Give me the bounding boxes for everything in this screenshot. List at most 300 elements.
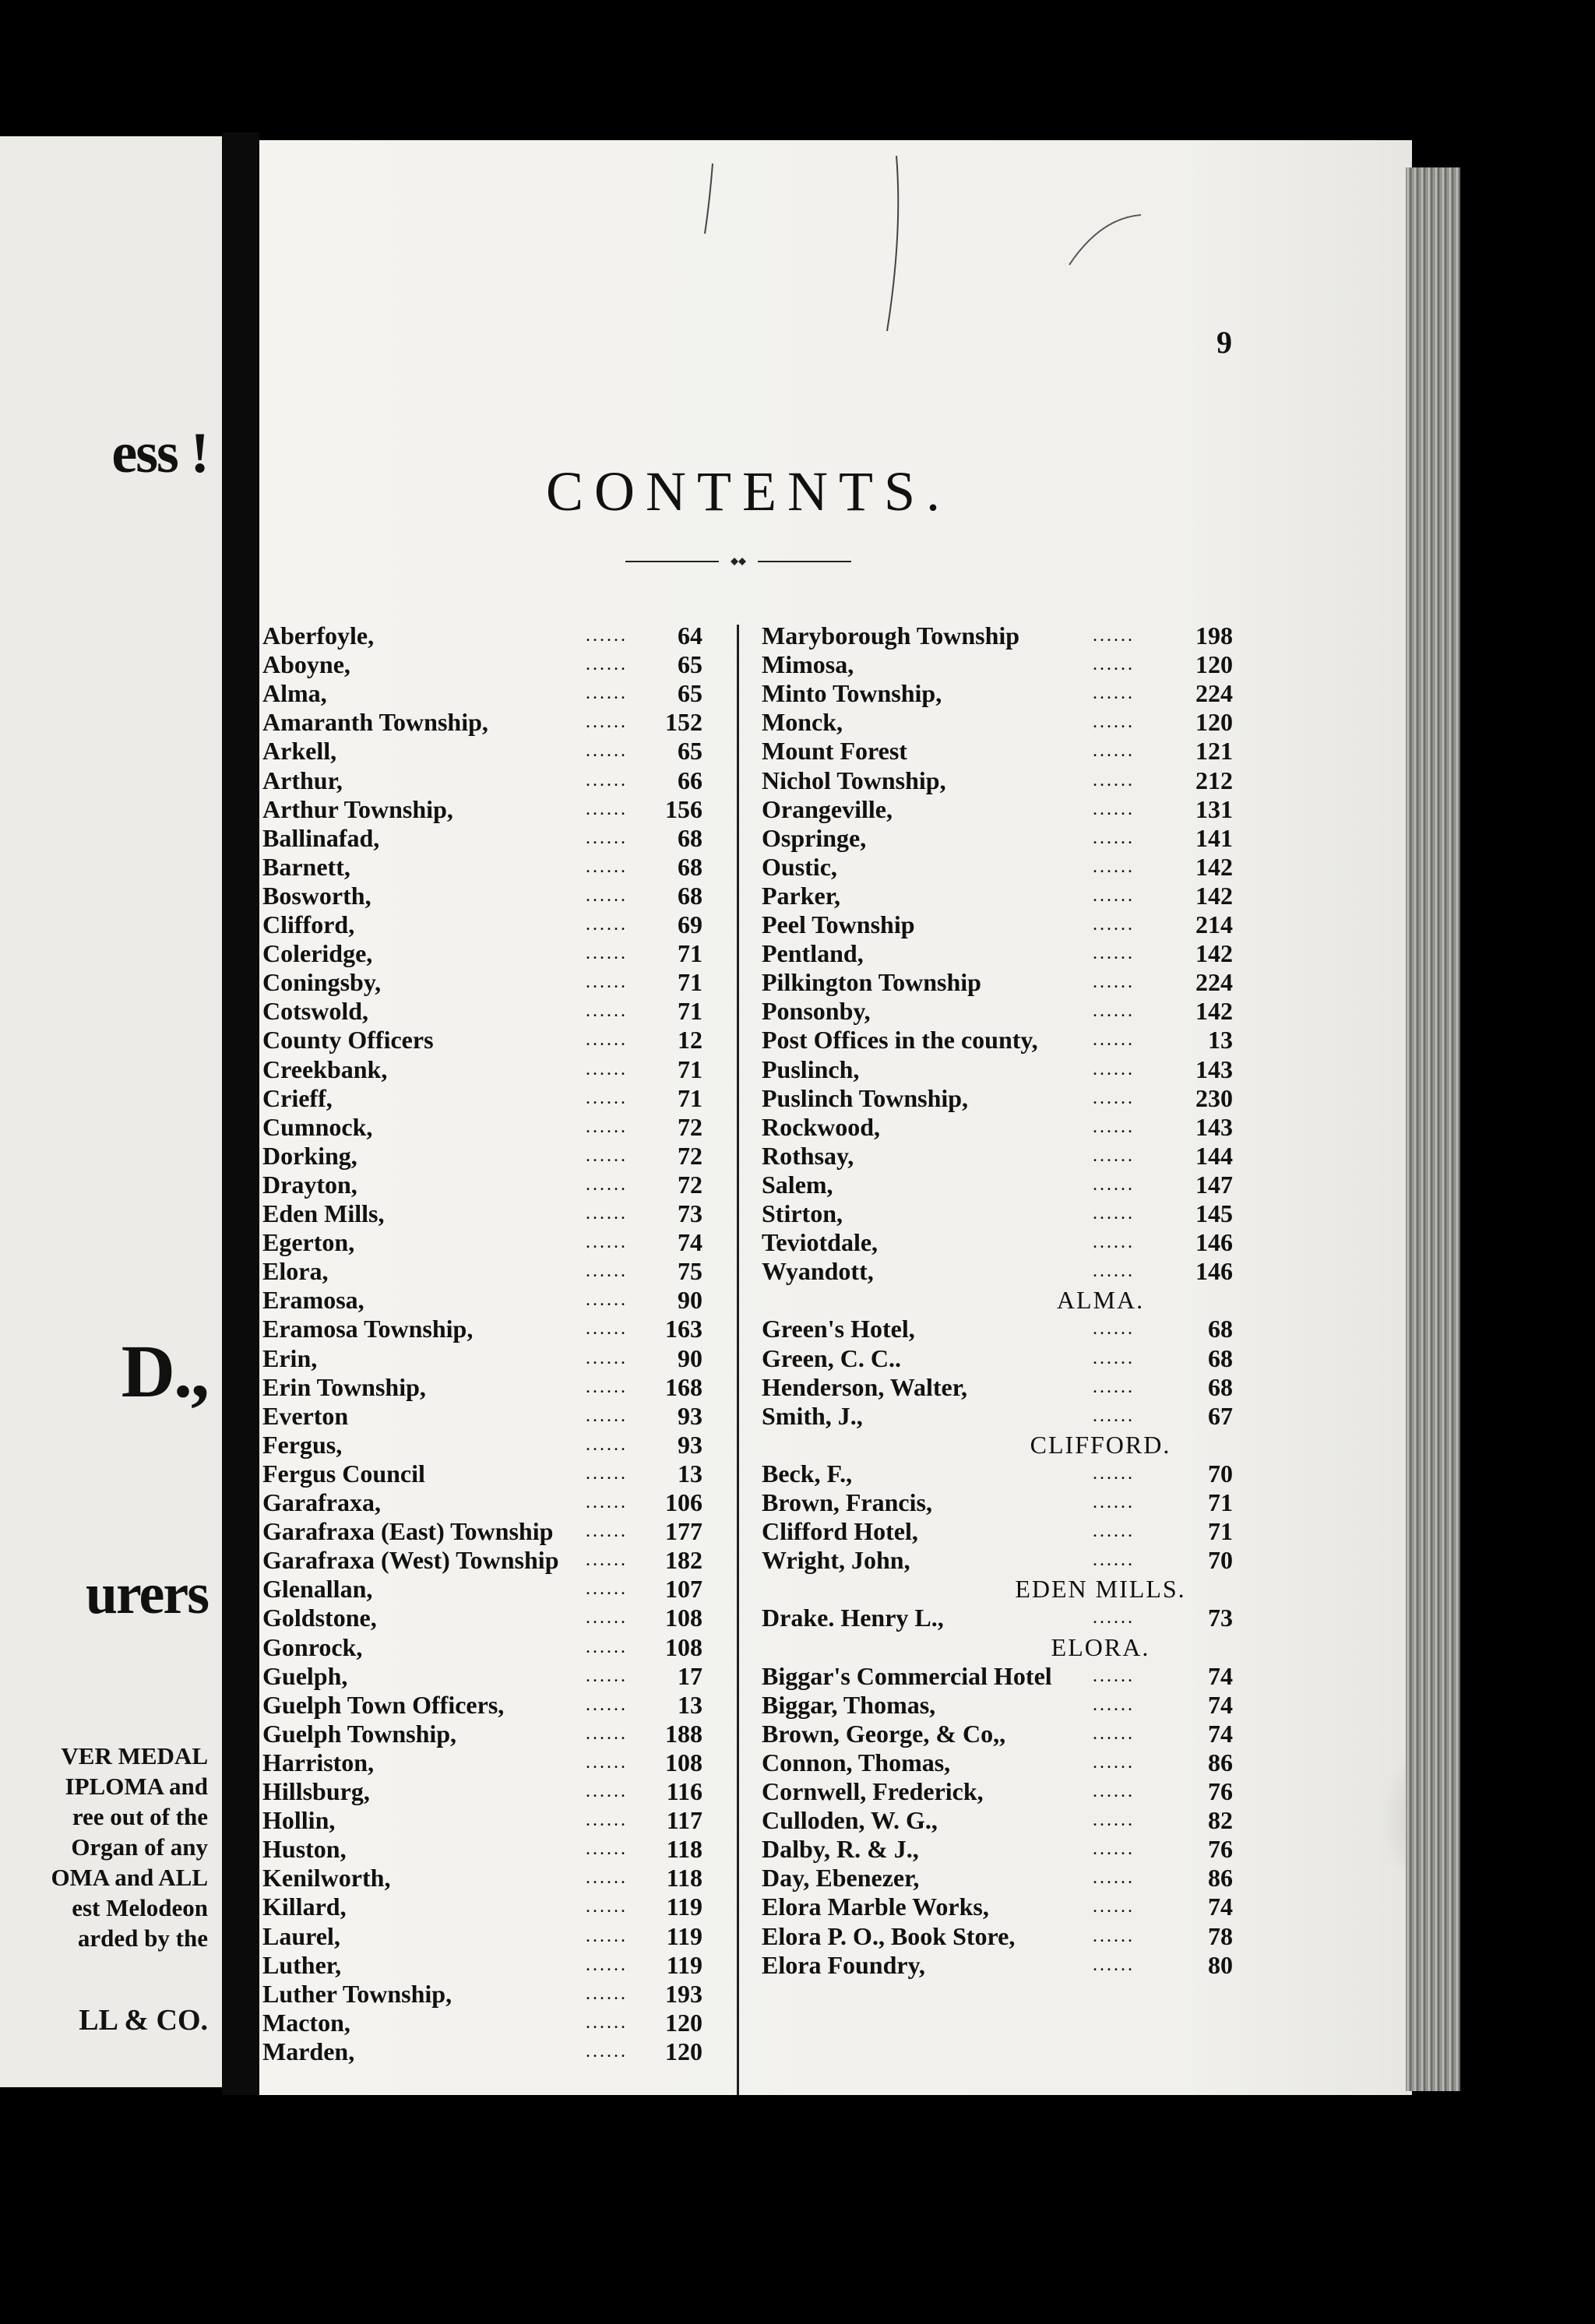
entry-page-number: 193: [665, 1979, 702, 2008]
entry-page-number: 119: [666, 1950, 702, 1979]
leader-dots: ......: [586, 1203, 628, 1224]
entry-page-number: 143: [1195, 1112, 1233, 1141]
entry-page-number: 118: [666, 1835, 702, 1864]
entry-page-number: 71: [1208, 1488, 1233, 1516]
leader-dots: ......: [586, 654, 628, 675]
leader-dots: ......: [1093, 1347, 1135, 1368]
entry-page-number: 65: [678, 737, 702, 766]
entry-name: Alma,: [262, 679, 327, 708]
entry-page-number: 107: [665, 1575, 702, 1604]
entry-page-number: 119: [666, 1893, 702, 1921]
leader-dots: ......: [586, 1347, 628, 1368]
entry-name: Biggar's Commercial Hotel: [762, 1661, 1052, 1690]
entry-page-number: 68: [678, 881, 702, 910]
facing-page-fragment: urers: [85, 1562, 208, 1626]
entry-name: County Officers: [262, 1026, 434, 1055]
section-heading: CLIFFORD.: [1030, 1430, 1171, 1459]
leader-dots: ......: [1093, 1145, 1135, 1166]
entry-name: Brown, Francis,: [762, 1488, 932, 1516]
leader-dots: ......: [586, 1839, 628, 1860]
leader-dots: ......: [586, 1983, 628, 2004]
entry-page-number: 121: [1195, 737, 1233, 766]
entry-name: Kenilworth,: [262, 1864, 391, 1893]
leader-dots: ......: [1093, 798, 1135, 819]
entry-name: Drake. Henry L.,: [762, 1604, 944, 1632]
entry-name: Marden,: [262, 2037, 355, 2065]
entry-page-number: 71: [678, 997, 702, 1026]
entry-page-number: 108: [665, 1748, 702, 1776]
leader-dots: ......: [586, 885, 628, 906]
leader-dots: ......: [1093, 1752, 1135, 1773]
entry-page-number: 116: [666, 1777, 702, 1805]
entry-page-number: 168: [665, 1372, 702, 1401]
entry-page-number: 75: [678, 1257, 702, 1286]
entry-page-number: 13: [678, 1690, 702, 1719]
entry-page-number: 143: [1195, 1055, 1233, 1083]
leader-dots: ......: [586, 1550, 628, 1571]
entry-page-number: 120: [1195, 650, 1233, 679]
leader-dots: ......: [586, 827, 628, 848]
facing-page-fragment: OMA and ALL: [51, 1864, 208, 1891]
entry-page-number: 224: [1195, 968, 1233, 997]
entry-name: Puslinch,: [762, 1055, 860, 1083]
facing-page-fragment: est Melodeon: [72, 1894, 208, 1921]
entry-page-number: 71: [678, 1083, 702, 1112]
entry-name: Biggar, Thomas,: [762, 1690, 936, 1719]
leader-dots: ......: [1093, 1203, 1135, 1224]
entry-name: Elora Marble Works,: [762, 1893, 989, 1921]
entry-name: Green's Hotel,: [762, 1315, 915, 1343]
leader-dots: ......: [586, 1376, 628, 1397]
entry-page-number: 71: [1208, 1517, 1233, 1546]
entry-name: Green, C. C..: [762, 1343, 901, 1372]
entry-name: Drayton,: [262, 1170, 357, 1199]
entry-page-number: 152: [665, 708, 702, 737]
entry-page-number: 69: [678, 910, 702, 938]
entry-page-number: 65: [678, 679, 702, 708]
section-heading: ALMA.: [1056, 1286, 1145, 1315]
leader-dots: ......: [586, 1030, 628, 1051]
entry-name: Ponsonby,: [762, 997, 871, 1026]
book-gutter: [222, 132, 259, 2095]
entry-name: Barnett,: [262, 852, 350, 881]
entry-name: Arkell,: [262, 737, 337, 766]
entry-name: Ballinafad,: [262, 823, 380, 852]
entry-page-number: 71: [678, 968, 702, 997]
entry-page-number: 74: [1208, 1661, 1233, 1690]
entry-page-number: 72: [678, 1112, 702, 1141]
entry-page-number: 131: [1195, 794, 1233, 823]
entry-name: Laurel,: [262, 1921, 340, 1950]
leader-dots: ......: [586, 1810, 628, 1831]
title-ornament: [625, 557, 851, 566]
leader-dots: ......: [1093, 625, 1135, 646]
leader-dots: ......: [586, 1607, 628, 1629]
entry-page-number: 86: [1208, 1864, 1233, 1893]
column-divider: [737, 625, 739, 2095]
entry-name: Huston,: [262, 1835, 347, 1864]
leader-dots: ......: [1093, 683, 1135, 704]
leader-dots: ......: [1093, 1492, 1135, 1512]
leader-dots: ......: [586, 1405, 628, 1426]
entry-name: Monck,: [762, 708, 843, 737]
leader-dots: ......: [1093, 1030, 1135, 1051]
leader-dots: ......: [586, 972, 628, 993]
leader-dots: ......: [586, 798, 628, 819]
entry-name: Luther,: [262, 1950, 342, 1979]
leader-dots: ......: [586, 1579, 628, 1600]
entry-name: Mount Forest: [762, 737, 907, 766]
entry-page-number: 13: [678, 1459, 702, 1488]
entry-name: Luther Township,: [262, 1979, 452, 2008]
entry-name: Erin Township,: [262, 1372, 426, 1401]
leader-dots: ......: [586, 1058, 628, 1079]
entry-page-number: 65: [678, 650, 702, 679]
leader-dots: ......: [1093, 1058, 1135, 1079]
entry-name: Peel Township: [762, 910, 915, 938]
entry-page-number: 74: [1208, 1690, 1233, 1719]
entry-name: Dorking,: [262, 1141, 357, 1170]
leader-dots: ......: [1093, 856, 1135, 877]
entry-name: Elora,: [262, 1257, 329, 1286]
page-title: CONTENTS.: [546, 460, 951, 523]
leader-dots: ......: [1093, 1954, 1135, 1975]
entry-name: Elora P. O., Book Store,: [762, 1921, 1016, 1950]
leader-dots: ......: [586, 1752, 628, 1773]
leader-dots: ......: [586, 1290, 628, 1311]
leader-dots: ......: [586, 1434, 628, 1455]
entry-name: Ospringe,: [762, 823, 867, 852]
entry-name: Smith, J.,: [762, 1401, 863, 1430]
entry-page-number: 76: [1208, 1835, 1233, 1864]
leader-dots: ......: [586, 914, 628, 935]
entry-name: Maryborough Township: [762, 621, 1020, 650]
entry-page-number: 68: [678, 852, 702, 881]
entry-page-number: 117: [666, 1806, 702, 1835]
entry-page-number: 68: [1208, 1372, 1233, 1401]
leader-dots: ......: [586, 1174, 628, 1195]
leader-dots: ......: [1093, 741, 1135, 762]
entry-page-number: 119: [666, 1921, 702, 1950]
leader-dots: ......: [1093, 1810, 1135, 1831]
entry-name: Clifford,: [262, 910, 355, 938]
entry-name: Cornwell, Frederick,: [762, 1777, 984, 1805]
leader-dots: ......: [1093, 654, 1135, 675]
entry-name: Puslinch Township,: [762, 1083, 969, 1112]
facing-page-fragment: Organ of any: [71, 1833, 208, 1861]
entry-page-number: 120: [665, 2037, 702, 2065]
entry-name: Garafraxa,: [262, 1488, 381, 1516]
leader-dots: ......: [1093, 1116, 1135, 1137]
leader-dots: ......: [586, 1868, 628, 1889]
leader-dots: ......: [1093, 1521, 1135, 1542]
entry-name: Henderson, Walter,: [762, 1372, 968, 1401]
leader-dots: ......: [586, 1463, 628, 1484]
entry-page-number: 145: [1195, 1199, 1233, 1227]
entry-name: Elora Foundry,: [762, 1950, 925, 1979]
entry-name: Connon, Thomas,: [762, 1748, 951, 1776]
entry-name: Eramosa Township,: [262, 1315, 474, 1343]
entry-name: Hollin,: [262, 1806, 336, 1835]
entry-name: Rothsay,: [762, 1141, 854, 1170]
leader-dots: ......: [586, 1723, 628, 1744]
entry-name: Coleridge,: [262, 939, 373, 968]
entry-name: Wyandott,: [762, 1257, 874, 1286]
facing-page-fragment: arded by the: [77, 1924, 208, 1952]
entry-name: Post Offices in the county,: [762, 1026, 1038, 1055]
entry-name: Cotswold,: [262, 997, 369, 1026]
leader-dots: ......: [586, 1694, 628, 1715]
leader-dots: ......: [586, 712, 628, 733]
entry-page-number: 68: [678, 823, 702, 852]
leader-dots: ......: [1093, 914, 1135, 935]
facing-page-fragment: IPLOMA and: [65, 1773, 208, 1800]
leader-dots: ......: [586, 1781, 628, 1801]
entry-page-number: 74: [678, 1228, 702, 1257]
entry-name: Egerton,: [262, 1228, 355, 1257]
entry-page-number: 64: [678, 621, 702, 650]
entry-name: Hillsburg,: [262, 1777, 370, 1805]
entry-page-number: 142: [1195, 997, 1233, 1026]
entry-name: Orangeville,: [762, 794, 893, 823]
contents-page: [259, 140, 1412, 2095]
entry-name: Guelph Town Officers,: [262, 1690, 505, 1719]
facing-page-fragment: ree out of the: [72, 1803, 208, 1830]
entry-page-number: 70: [1208, 1546, 1233, 1575]
entry-name: Culloden, W. G.,: [762, 1806, 938, 1835]
leader-dots: ......: [586, 2012, 628, 2033]
entry-page-number: 188: [665, 1719, 702, 1748]
entry-name: Crieff,: [262, 1083, 333, 1112]
entry-name: Minto Township,: [762, 679, 942, 708]
leader-dots: ......: [586, 943, 628, 964]
leader-dots: ......: [1093, 1723, 1135, 1744]
entry-page-number: 93: [678, 1430, 702, 1459]
leader-dots: ......: [1093, 1232, 1135, 1253]
entry-name: Stirton,: [762, 1199, 843, 1227]
entry-name: Eramosa,: [262, 1286, 364, 1315]
page-edges: [1406, 167, 1460, 2091]
entry-page-number: 142: [1195, 939, 1233, 968]
section-heading: EDEN MILLS.: [1015, 1575, 1186, 1604]
entry-page-number: 141: [1195, 823, 1233, 852]
entry-page-number: 144: [1195, 1141, 1233, 1170]
entry-page-number: 74: [1208, 1893, 1233, 1921]
entry-name: Gonrock,: [262, 1632, 363, 1661]
entry-name: Beck, F.,: [762, 1459, 853, 1488]
entry-page-number: 72: [678, 1170, 702, 1199]
leader-dots: ......: [1093, 1925, 1135, 1946]
entry-name: Bosworth,: [262, 881, 371, 910]
entry-page-number: 163: [665, 1315, 702, 1343]
entry-name: Pilkington Township: [762, 968, 981, 997]
entry-name: Oustic,: [762, 852, 837, 881]
leader-dots: ......: [1093, 1405, 1135, 1426]
entry-name: Mimosa,: [762, 650, 854, 679]
entry-page-number: 71: [678, 1055, 702, 1083]
entry-page-number: 142: [1195, 852, 1233, 881]
leader-dots: ......: [586, 856, 628, 877]
entry-page-number: 118: [666, 1864, 702, 1893]
entry-name: Creekbank,: [262, 1055, 388, 1083]
entry-page-number: 72: [678, 1141, 702, 1170]
entry-name: Garafraxa (East) Township: [262, 1517, 554, 1546]
diamond-icon: [731, 557, 746, 566]
entry-page-number: 106: [665, 1488, 702, 1516]
leader-dots: ......: [1093, 972, 1135, 993]
entry-name: Goldstone,: [262, 1604, 377, 1632]
entry-name: Coningsby,: [262, 968, 382, 997]
leader-dots: ......: [1093, 1550, 1135, 1571]
entry-page-number: 12: [678, 1026, 702, 1055]
leader-dots: ......: [586, 625, 628, 646]
leader-dots: ......: [1093, 1319, 1135, 1340]
entry-name: Cumnock,: [262, 1112, 373, 1141]
entry-page-number: 156: [665, 794, 702, 823]
leader-dots: ......: [1093, 769, 1135, 791]
entry-page-number: 73: [1208, 1604, 1233, 1632]
entry-name: Killard,: [262, 1893, 347, 1921]
facing-page-fragment: D.,: [121, 1329, 208, 1413]
entry-page-number: 17: [678, 1661, 702, 1690]
entry-page-number: 66: [678, 766, 702, 794]
entry-name: Eden Mills,: [262, 1199, 385, 1227]
leader-dots: ......: [586, 1896, 628, 1917]
entry-page-number: 108: [665, 1604, 702, 1632]
entry-name: Teviotdale,: [762, 1228, 878, 1257]
entry-name: Garafraxa (West) Township: [262, 1546, 559, 1575]
entry-page-number: 142: [1195, 881, 1233, 910]
entry-name: Glenallan,: [262, 1575, 373, 1604]
leader-dots: ......: [586, 769, 628, 791]
leader-dots: ......: [1093, 712, 1135, 733]
leader-dots: ......: [586, 1521, 628, 1542]
entry-name: Arthur,: [262, 766, 343, 794]
leader-dots: ......: [1093, 1261, 1135, 1282]
entry-name: Nichol Township,: [762, 766, 946, 794]
leader-dots: ......: [1093, 1607, 1135, 1629]
leader-dots: ......: [1093, 1781, 1135, 1801]
entry-name: Aboyne,: [262, 650, 350, 679]
entry-page-number: 147: [1195, 1170, 1233, 1199]
section-heading: ELORA.: [1051, 1632, 1150, 1661]
entry-page-number: 68: [1208, 1315, 1233, 1343]
entry-name: Pentland,: [762, 939, 864, 968]
entry-page-number: 86: [1208, 1748, 1233, 1776]
entry-name: Arthur Township,: [262, 794, 453, 823]
entry-page-number: 82: [1208, 1806, 1233, 1835]
leader-dots: ......: [586, 2041, 628, 2062]
leader-dots: ......: [586, 1319, 628, 1340]
entry-name: Everton: [262, 1401, 349, 1430]
entry-page-number: 90: [678, 1343, 702, 1372]
leader-dots: ......: [1093, 827, 1135, 848]
leader-dots: ......: [1093, 1376, 1135, 1397]
entry-page-number: 146: [1195, 1257, 1233, 1286]
entry-page-number: 177: [665, 1517, 702, 1546]
entry-page-number: 224: [1195, 679, 1233, 708]
leader-dots: ......: [586, 1636, 628, 1657]
entry-name: Aberfoyle,: [262, 621, 375, 650]
entry-page-number: 214: [1195, 910, 1233, 938]
entry-page-number: 13: [1208, 1026, 1233, 1055]
leader-dots: ......: [1093, 1665, 1135, 1686]
facing-page-fragment: LL & CO.: [79, 2004, 208, 2037]
facing-page-fragment: VER MEDAL: [61, 1742, 208, 1769]
leader-dots: ......: [1093, 1694, 1135, 1715]
entry-name: Salem,: [762, 1170, 833, 1199]
leader-dots: ......: [1093, 1839, 1135, 1860]
leader-dots: ......: [1093, 885, 1135, 906]
entry-name: Macton,: [262, 2008, 350, 2037]
entry-page-number: 67: [1208, 1401, 1233, 1430]
entry-page-number: 90: [678, 1286, 702, 1315]
entry-name: Dalby, R. & J.,: [762, 1835, 919, 1864]
pencil-marks: [259, 140, 1412, 374]
leader-dots: ......: [1093, 1868, 1135, 1889]
entry-page-number: 146: [1195, 1228, 1233, 1257]
entry-name: Brown, George, & Co,,: [762, 1719, 1006, 1748]
entry-page-number: 120: [665, 2008, 702, 2037]
entry-name: Clifford Hotel,: [762, 1517, 918, 1546]
entry-name: Wright, John,: [762, 1546, 910, 1575]
entry-name: Fergus,: [262, 1430, 343, 1459]
entry-page-number: 230: [1195, 1083, 1233, 1112]
leader-dots: ......: [586, 1087, 628, 1108]
entry-page-number: 70: [1208, 1459, 1233, 1488]
entry-name: Parker,: [762, 881, 841, 910]
leader-dots: ......: [586, 1001, 628, 1022]
leader-dots: ......: [586, 1232, 628, 1253]
entry-name: Amaranth Township,: [262, 708, 488, 737]
leader-dots: ......: [586, 741, 628, 762]
entry-page-number: 120: [1195, 708, 1233, 737]
page-number: 9: [1216, 325, 1232, 360]
entry-page-number: 78: [1208, 1921, 1233, 1950]
entry-page-number: 74: [1208, 1719, 1233, 1748]
entry-page-number: 68: [1208, 1343, 1233, 1372]
leader-dots: ......: [586, 1145, 628, 1166]
leader-dots: ......: [586, 1492, 628, 1512]
entry-page-number: 71: [678, 939, 702, 968]
leader-dots: ......: [1093, 1463, 1135, 1484]
entry-page-number: 182: [665, 1546, 702, 1575]
leader-dots: ......: [1093, 943, 1135, 964]
entry-name: Guelph,: [262, 1661, 348, 1690]
entry-name: Guelph Township,: [262, 1719, 457, 1748]
entry-name: Day, Ebenezer,: [762, 1864, 920, 1893]
entry-name: Harriston,: [262, 1748, 375, 1776]
leader-dots: ......: [1093, 1896, 1135, 1917]
leader-dots: ......: [586, 1261, 628, 1282]
entry-name: Fergus Council: [262, 1459, 425, 1488]
entry-name: Erin,: [262, 1343, 318, 1372]
entry-page-number: 76: [1208, 1777, 1233, 1805]
entry-page-number: 73: [678, 1199, 702, 1227]
leader-dots: ......: [586, 1925, 628, 1946]
leader-dots: ......: [586, 683, 628, 704]
entry-page-number: 198: [1195, 621, 1233, 650]
entry-name: Rockwood,: [762, 1112, 881, 1141]
facing-page: [0, 136, 222, 2087]
entry-page-number: 212: [1195, 766, 1233, 794]
leader-dots: ......: [1093, 1001, 1135, 1022]
leader-dots: ......: [586, 1116, 628, 1137]
leader-dots: ......: [1093, 1174, 1135, 1195]
entry-page-number: 80: [1208, 1950, 1233, 1979]
leader-dots: ......: [1093, 1087, 1135, 1108]
entry-page-number: 93: [678, 1401, 702, 1430]
